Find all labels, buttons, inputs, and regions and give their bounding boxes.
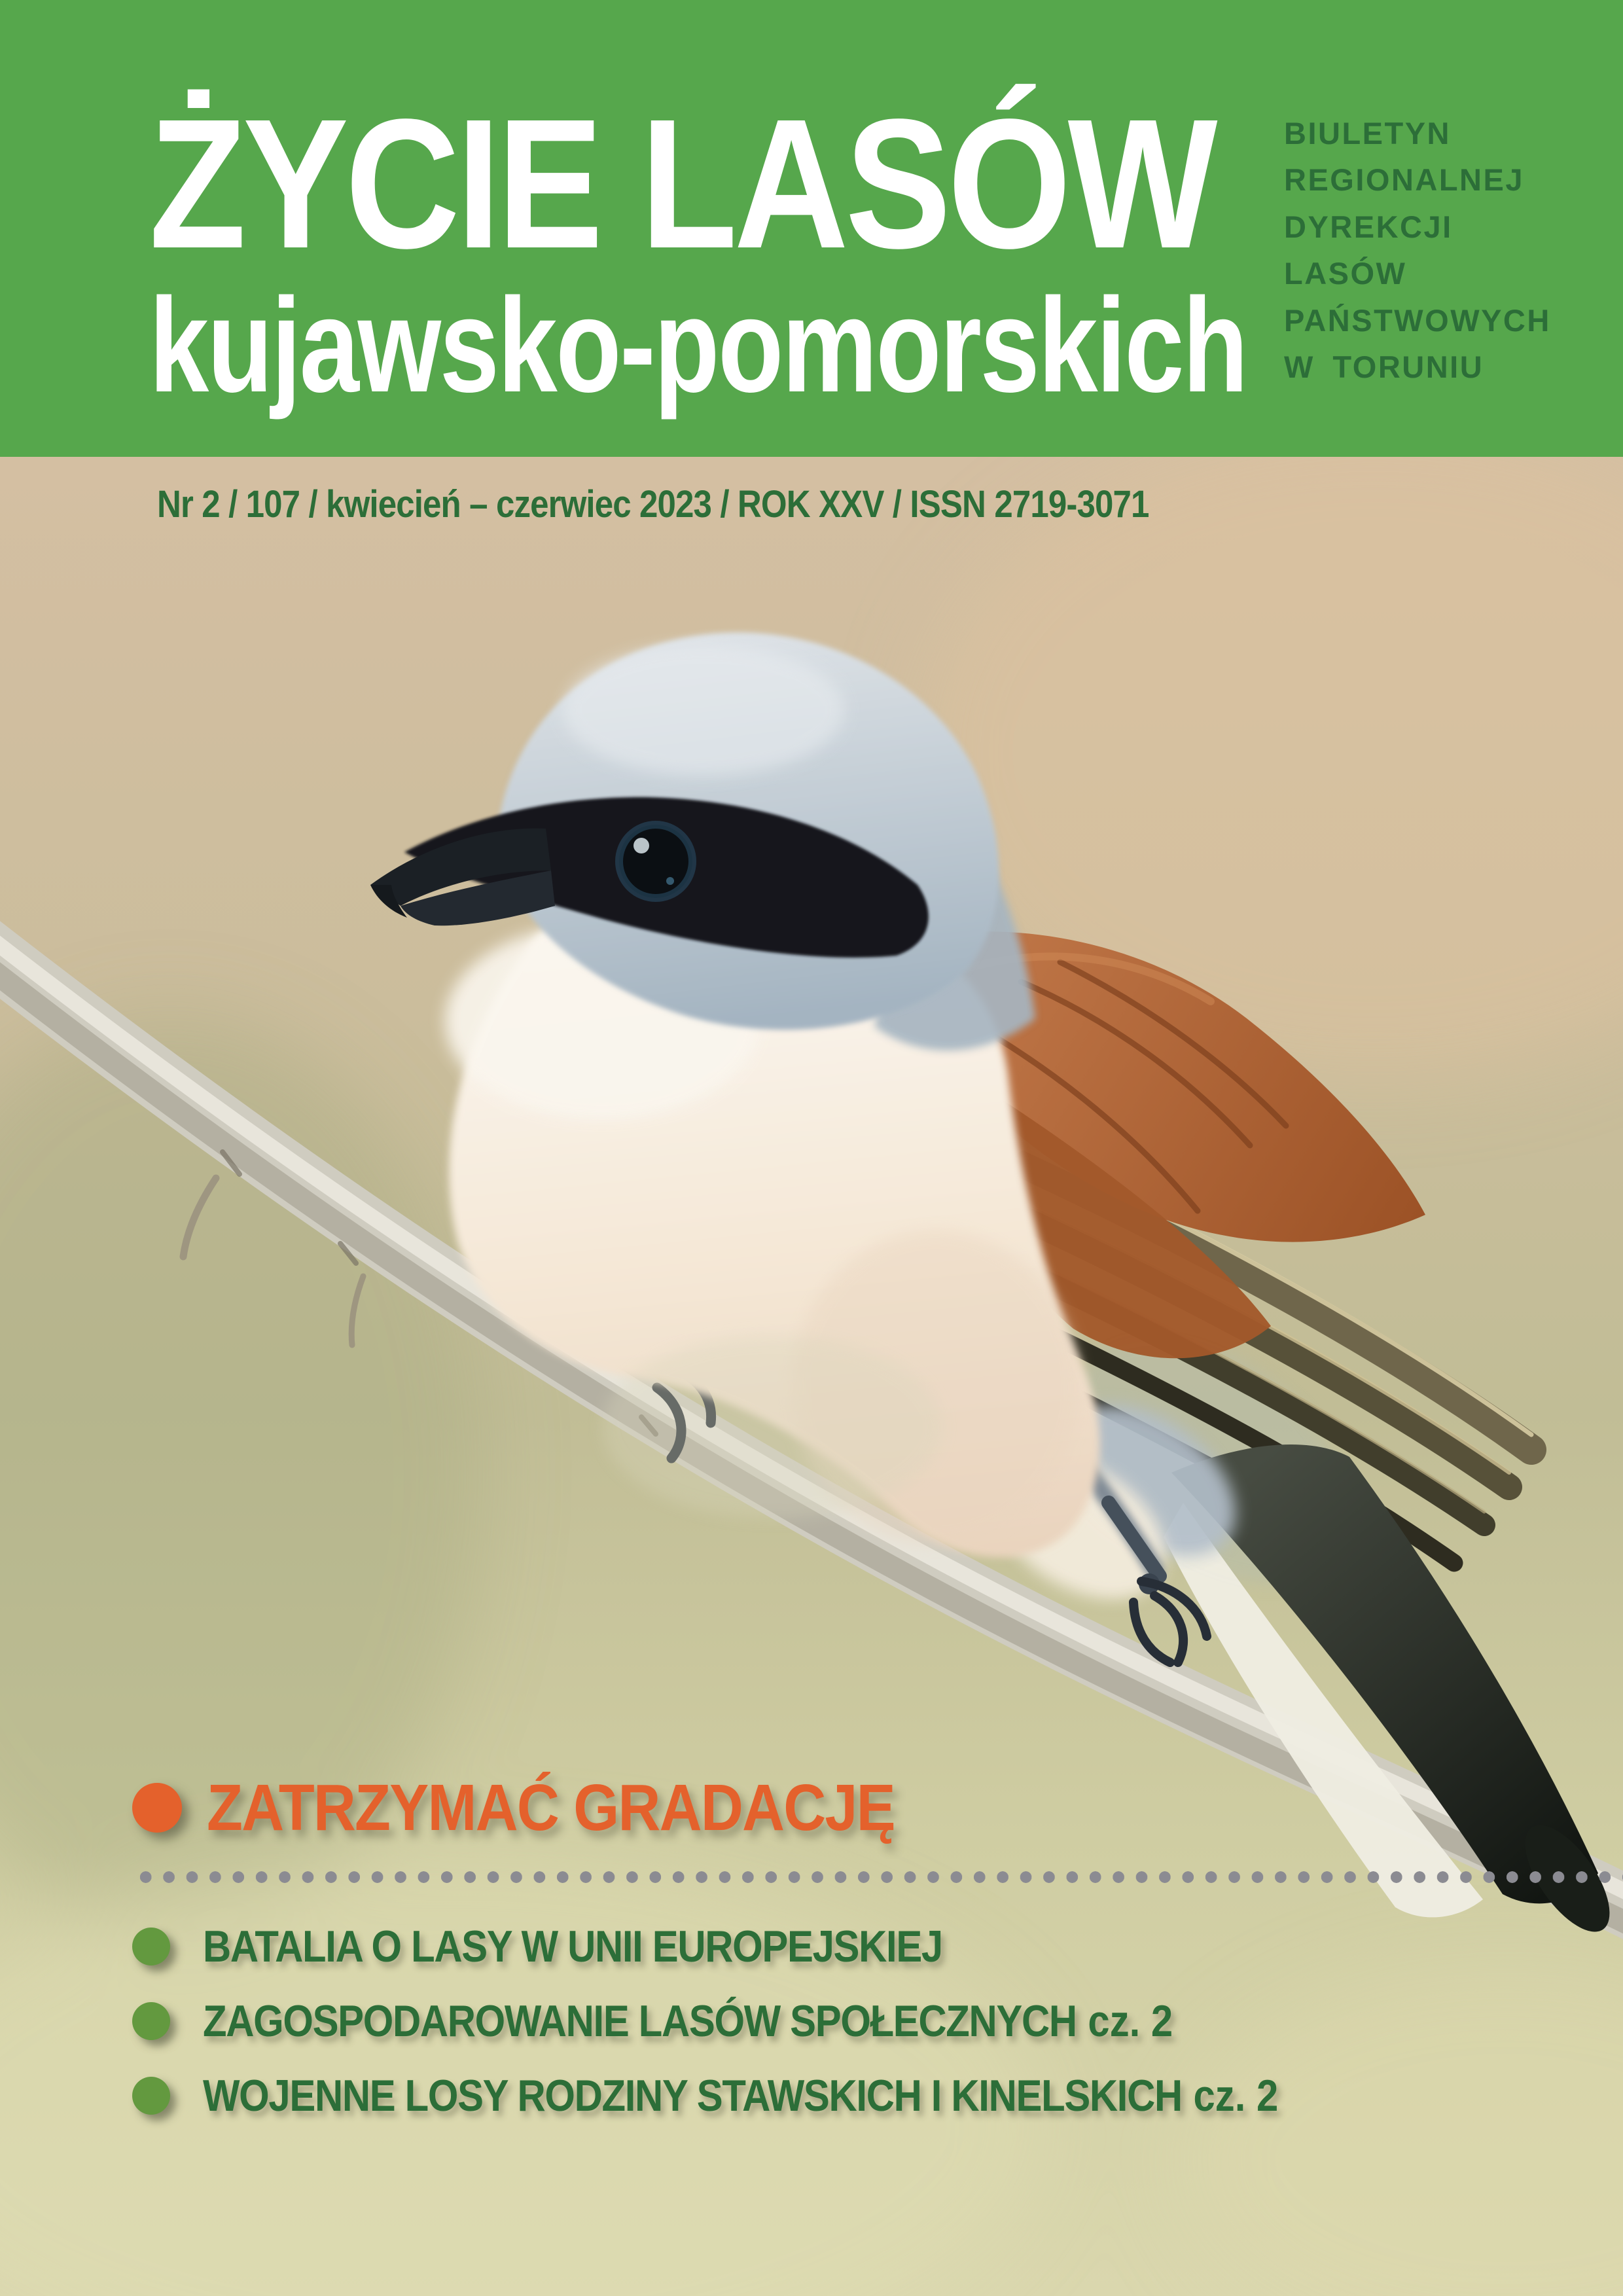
publisher-block bbox=[1284, 110, 1551, 391]
publisher-line: LASÓW bbox=[1284, 256, 1407, 291]
publisher-line: W TORUNIU bbox=[1284, 350, 1484, 385]
magazine-title: ŻYCIE LASÓW bbox=[149, 81, 1215, 287]
publisher-line: REGIONALNEJ bbox=[1284, 162, 1524, 198]
list-item-label: ZAGOSPODAROWANIE LASÓW SPOŁECZNYCH bbox=[203, 1996, 1077, 2046]
cover-story-title: ZATRZYMAĆ GRADACJĘ bbox=[207, 1771, 895, 1844]
list-item-label: WOJENNE LOSY RODZINY STAWSKICH I KINELSKICH bbox=[203, 2071, 1182, 2121]
crown-highlight bbox=[563, 645, 844, 776]
list-item-text bbox=[203, 2071, 1279, 2121]
contents-list bbox=[132, 1924, 1425, 2148]
list-item bbox=[132, 1996, 1425, 2046]
belly-tint bbox=[602, 1335, 942, 1518]
list-item bbox=[132, 2071, 1425, 2121]
list-item-text bbox=[203, 1996, 1173, 2046]
dotted-separator bbox=[134, 1871, 1623, 1883]
masthead-band bbox=[0, 0, 1623, 457]
list-item bbox=[132, 1924, 1425, 1969]
green-bullet-icon bbox=[132, 2077, 170, 2115]
eye bbox=[619, 825, 692, 898]
magazine-subtitle: kujawsko-pomorskich bbox=[149, 270, 1247, 420]
list-item-suffix: cz. 2 bbox=[1088, 1996, 1173, 2046]
green-bullet-icon bbox=[132, 2002, 170, 2040]
list-item-label: BATALIA O LASY W UNII EUROPEJSKIEJ bbox=[203, 1922, 942, 1971]
cover-story-row bbox=[132, 1771, 971, 1844]
publisher-line: DYREKCJI bbox=[1284, 209, 1453, 244]
list-item-suffix: cz. 2 bbox=[1193, 2071, 1279, 2121]
publisher-line: PAŃSTWOWYCH bbox=[1284, 302, 1551, 338]
list-item-text bbox=[203, 1924, 954, 1969]
green-bullet-icon bbox=[132, 1928, 170, 1965]
publisher-line: BIULETYN bbox=[1284, 116, 1451, 151]
orange-bullet-icon bbox=[132, 1783, 182, 1833]
issue-info-line: Nr 2 / 107 / kwiecień – czerwiec 2023 / ROK XXV / ISSN 2719-3071 bbox=[157, 483, 1149, 526]
